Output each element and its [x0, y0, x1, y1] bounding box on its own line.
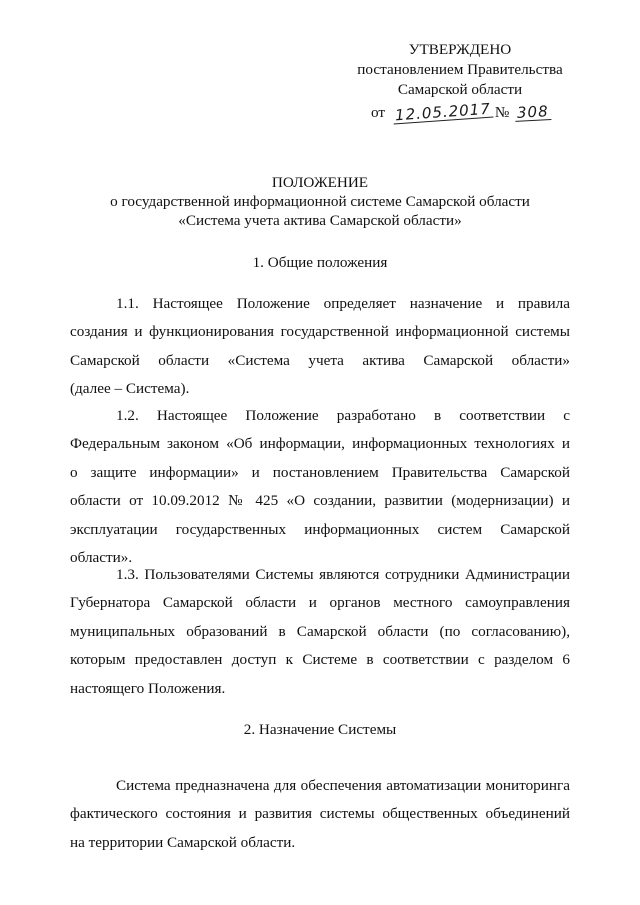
paragraph-1-1: [70, 290, 570, 404]
approval-date-line: [350, 99, 570, 125]
paragraph-line: которым предоставлен доступ к Системе в соответствии с разделом 6: [70, 651, 570, 669]
approval-number-label: №: [494, 104, 510, 121]
approval-stamp: [350, 40, 570, 123]
approval-line-1: постановлением Правительства: [357, 61, 563, 78]
paragraph-line: создания и функционирования государственной информационной системы: [70, 323, 570, 341]
approval-from-label: от: [370, 104, 385, 121]
paragraph-1-2: [70, 402, 570, 572]
handwritten-number: 308: [516, 102, 550, 122]
handwritten-date: 12.05.2017: [394, 99, 492, 125]
paragraph-1-3: [70, 561, 570, 703]
paragraph-line: Система предназначена для обеспечения автоматизации мониторинга: [116, 777, 570, 794]
paragraph-line: на территории Самарской области.: [70, 833, 296, 851]
paragraph-line: 1.1. Настоящее Положение определяет назначение и правила: [116, 295, 570, 312]
paragraph-line: 1.3. Пользователями Системы являются сотрудники Администрации: [116, 566, 570, 583]
paragraph-line: (далее – Система).: [70, 380, 190, 398]
title-line-2: «Система учета актива Самарской области»: [178, 212, 462, 229]
approval-heading: УТВЕРЖДЕНО: [408, 41, 512, 58]
paragraph-line: Губернатора Самарской области и органов местного самоуправления: [70, 594, 570, 612]
paragraph-line: области от 10.09.2012 № 425 «О создании, развитии (модернизации) и: [70, 492, 570, 510]
paragraph-line: о защите информации» и постановлением Правительства Самарской: [70, 463, 570, 481]
paragraph-line: Федеральным законом «Об информации, информационных технологиях и: [70, 435, 570, 453]
title-name: ПОЛОЖЕНИЕ: [271, 174, 369, 191]
section-2-heading: 2. Назначение Системы: [243, 721, 397, 738]
paragraph-line: области».: [70, 549, 133, 567]
document-title: [70, 173, 570, 230]
paragraph-line: эксплуатации государственных информационных систем Самарской: [70, 520, 570, 538]
paragraph-line: Самарской области «Система учета актива Самарской области»: [70, 351, 570, 369]
title-line-1: о государственной информационной системе Самарской области: [110, 193, 530, 210]
approval-line-2: Самарской области: [397, 81, 523, 98]
paragraph-line: муниципальных образований в Самарской области (по согласованию),: [70, 622, 570, 640]
paragraph-line: настоящего Положения.: [70, 679, 226, 697]
section-1-heading: 1. Общие положения: [252, 254, 388, 271]
paragraph-2-1: [70, 772, 570, 857]
paragraph-line: фактического состояния и развития системы общественных объединений: [70, 805, 570, 823]
paragraph-line: 1.2. Настоящее Положение разработано в соответствии с: [116, 407, 570, 424]
